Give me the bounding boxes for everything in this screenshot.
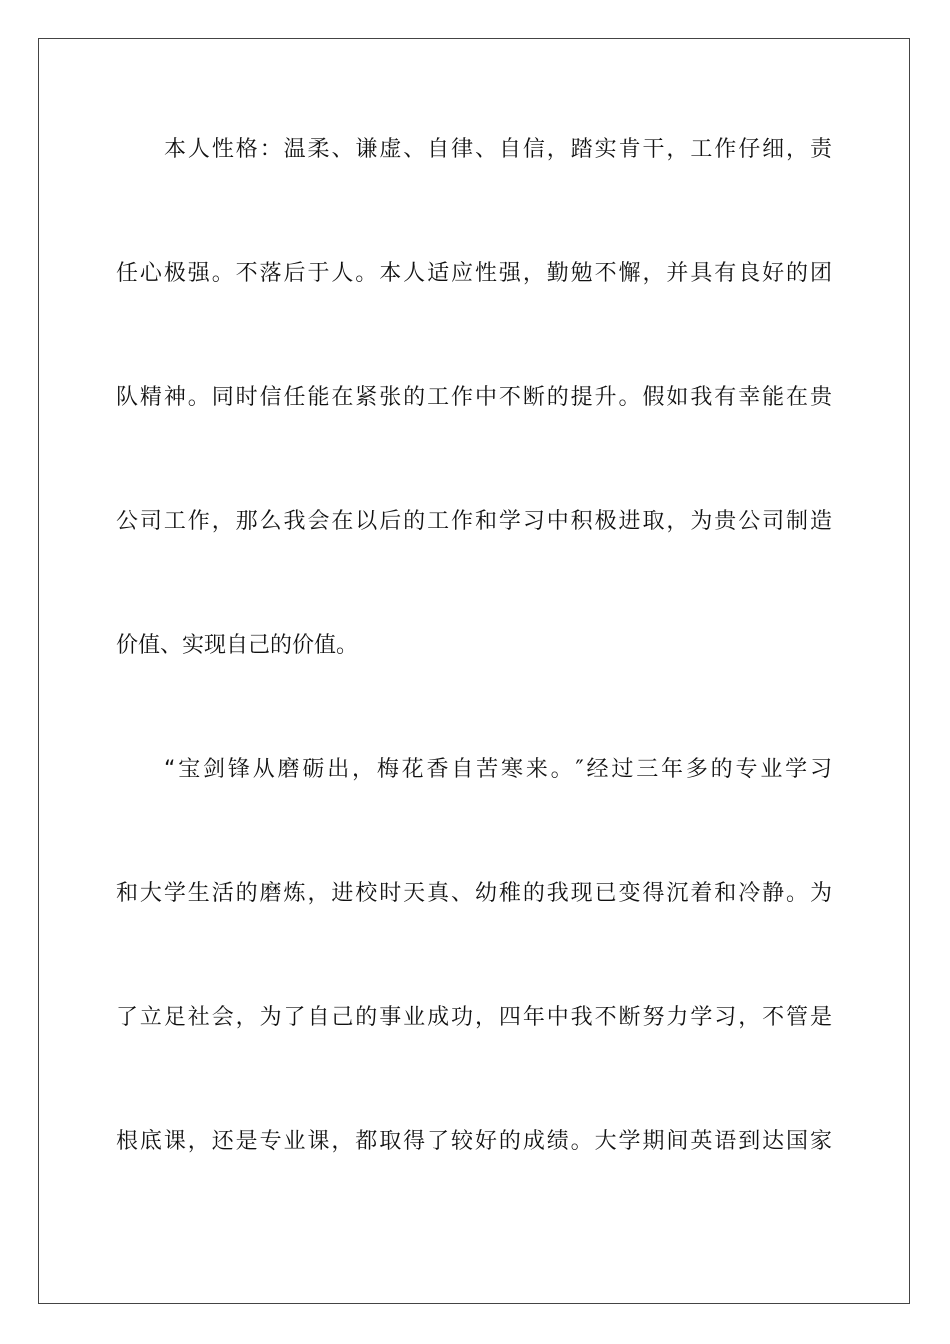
paragraph-1-line-2: 任心极强。不落后于人。本人适应性强，勤勉不懈，并具有良好的团	[116, 261, 832, 286]
paragraph-1-line-3: 队精神。同时信任能在紧张的工作中不断的提升。假如我有幸能在贵	[116, 385, 832, 410]
paragraph-2-line-1: “宝剑锋从磨砺出，梅花香自苦寒来。″经过三年多的专业学习	[164, 757, 832, 782]
page-border	[38, 38, 910, 1304]
paragraph-2-line-3: 了立足社会，为了自己的事业成功，四年中我不断努力学习，不管是	[116, 1005, 832, 1030]
paragraph-1-line-1: 本人性格：温柔、谦虚、自律、自信，踏实肯干，工作仔细，责	[164, 137, 832, 162]
paragraph-1-line-4: 公司工作，那么我会在以后的工作和学习中积极进取，为贵公司制造	[116, 509, 832, 534]
paragraph-2-line-2: 和大学生活的磨炼，进校时天真、幼稚的我现已变得沉着和冷静。为	[116, 881, 832, 906]
paragraph-1-line-5: 价值、实现自己的价值。	[116, 633, 359, 658]
paragraph-2-line-4: 根底课，还是专业课，都取得了较好的成绩。大学期间英语到达国家	[116, 1129, 832, 1154]
